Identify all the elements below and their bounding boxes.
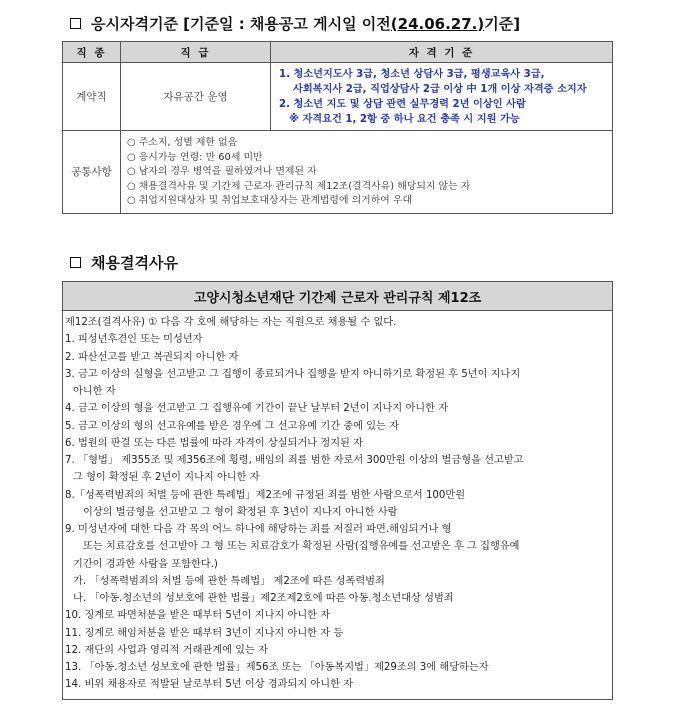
common-item: ○ 남자의 경우 병역을 필하였거나 면제된 자 [127, 166, 317, 178]
section1-title-date: (24.06.27.) [390, 14, 485, 33]
rule-line: 2. 파산선고를 받고 복권되지 아니한 자 [65, 351, 239, 363]
header-criteria: 자 격 기 준 [271, 42, 613, 63]
rule-line: 12. 재단의 사업과 영리적 거래관계에 있는 자 [65, 644, 268, 656]
rule-line: 아니한 자 [73, 386, 116, 397]
rule-line: 14. 비위 채용자로 적발된 날로부터 5년 이상 경과되지 아니한 자 [65, 679, 354, 691]
criteria-line: 2. 청소년 지도 및 상담 관련 실무경력 2년 이상인 사람 [279, 99, 526, 110]
disqualification-table [62, 281, 613, 700]
rule-line: 가. 「성폭력범죄의 처벌 등에 관한 특례법」 제2조에 따른 성폭력범죄 [73, 575, 385, 587]
rule-line: 13. 「아동.청소년 성보호에 관한 법률」제56조 또는 「아동복지법」제29조의 3에 해당하는자 [65, 662, 489, 673]
contract-type: 계약직 [63, 63, 121, 131]
rule-line: 또는 치료감호를 선고받아 그 형 또는 치료감호가 확정된 사람(집행유예를 선고받은 후 그 집행유예 [83, 541, 520, 553]
checkbox-square-icon [70, 18, 81, 29]
contract-criteria [271, 63, 613, 131]
section2-heading [70, 252, 178, 273]
rule-line: 9. 미성년자에 대한 다음 각 목의 어느 하나에 해당하는 죄를 저질러 파면.해임되거나 형 [65, 524, 452, 535]
common-item: ○ 채용결격사유 및 기간제 근로자 관리규칙 제12조(결격사유) 해당되지 않는 자 [127, 180, 471, 192]
criteria-line: 사회복지사 2급, 직업상담사 2급 이상 中 1개 이상 자격증 소지자 [293, 84, 587, 95]
rule-line: 11. 징계로 해임처분을 받은 때부터 3년이 지나지 아니한 자 등 [65, 627, 344, 639]
rule-line: 그 형이 확정된 후 2년이 지나지 아니한 자 [73, 472, 260, 484]
rule-line: 3. 금고 이상의 실형을 선고받고 그 집행이 종료되거나 집행을 받지 아니하기로 확정된 후 5년이 지나지 [65, 368, 521, 380]
section1-heading [70, 13, 520, 34]
rule-line: 8.「성폭력범죄의 처벌 등에 관한 특례법」제2조에 규정된 죄를 범한 사람으로서 100만원 [65, 489, 466, 501]
header-job-type: 직 종 [63, 42, 121, 63]
header-grade: 직 급 [121, 42, 271, 63]
criteria-note: ※ 자격요건 1, 2항 중 하나 요건 충족 시 지원 가능 [289, 114, 520, 125]
section1-title-prefix: 응시자격기준 [기준일 : 채용공고 게시일 이전 [91, 15, 391, 33]
common-item: ○ 주소지, 성별 제한 없음 [127, 137, 238, 148]
rules-body [63, 311, 613, 700]
rule-line: 나. 「아동.청소년의 성보호에 관한 법률」제2조제2호에 따른 아동.청소년대상 성범죄 [73, 593, 454, 604]
checkbox-square-icon [70, 257, 81, 268]
rule-line: 이상의 벌금형을 선고받고 그 형이 확정된 후 3년이 지나지 아니한 사람 [83, 506, 398, 518]
rule-line: 4. 금고 이상의 형을 선고받고 그 집행유예 기간이 끝난 날부터 2년이 지나지 아니한 자 [65, 403, 449, 415]
rule-line: 제12조(결격사유) ① 다음 각 호에 해당하는 자는 직원으로 채용될 수 없다. [65, 317, 397, 328]
rule-line: 6. 법원의 판결 또는 다른 법률에 따라 자격이 상실되거나 정지된 자 [65, 437, 363, 449]
rules-box-title: 고양시청소년재단 기간제 근로자 관리규칙 제12조 [63, 282, 613, 311]
rule-line: 5. 금고 이상의 형의 선고유예를 받은 경우에 그 선고유예 기간 중에 있는 자 [65, 420, 399, 432]
section2-title: 채용결격사유 [91, 254, 178, 272]
criteria-line: 1. 청소년지도사 3급, 청소년 상담사 3급, 평생교육사 3급, [279, 69, 545, 80]
rule-line: 기간이 경과한 사람을 포함한다.) [73, 558, 218, 570]
qualification-table [62, 41, 613, 214]
common-item: ○ 응시가능 연령: 만 60세 미만 [127, 151, 263, 163]
rule-line: 1. 피성년후견인 또는 미성년자 [65, 334, 203, 346]
rule-line: 10. 징계로 파면처분을 받은 때부터 5년이 지나지 아니한 자 [65, 610, 331, 622]
table-header-row [63, 42, 613, 63]
contract-grade: 자유공간 운영 [121, 63, 271, 131]
common-label: 공통사항 [63, 131, 121, 214]
rule-line: 7. 「형법」 제355조 및 제356조에 횡령, 배임의 죄를 범한 자로서 300만원 이상의 벌금형을 선고받고 [65, 455, 524, 466]
common-items [121, 131, 613, 214]
common-row [63, 131, 613, 214]
common-item: ○ 취업지원대상자 및 취업보호대상자는 관계법령에 의거하여 우대 [127, 195, 413, 207]
contract-row [63, 63, 613, 131]
section1-title-suffix: 기준] [484, 15, 521, 33]
